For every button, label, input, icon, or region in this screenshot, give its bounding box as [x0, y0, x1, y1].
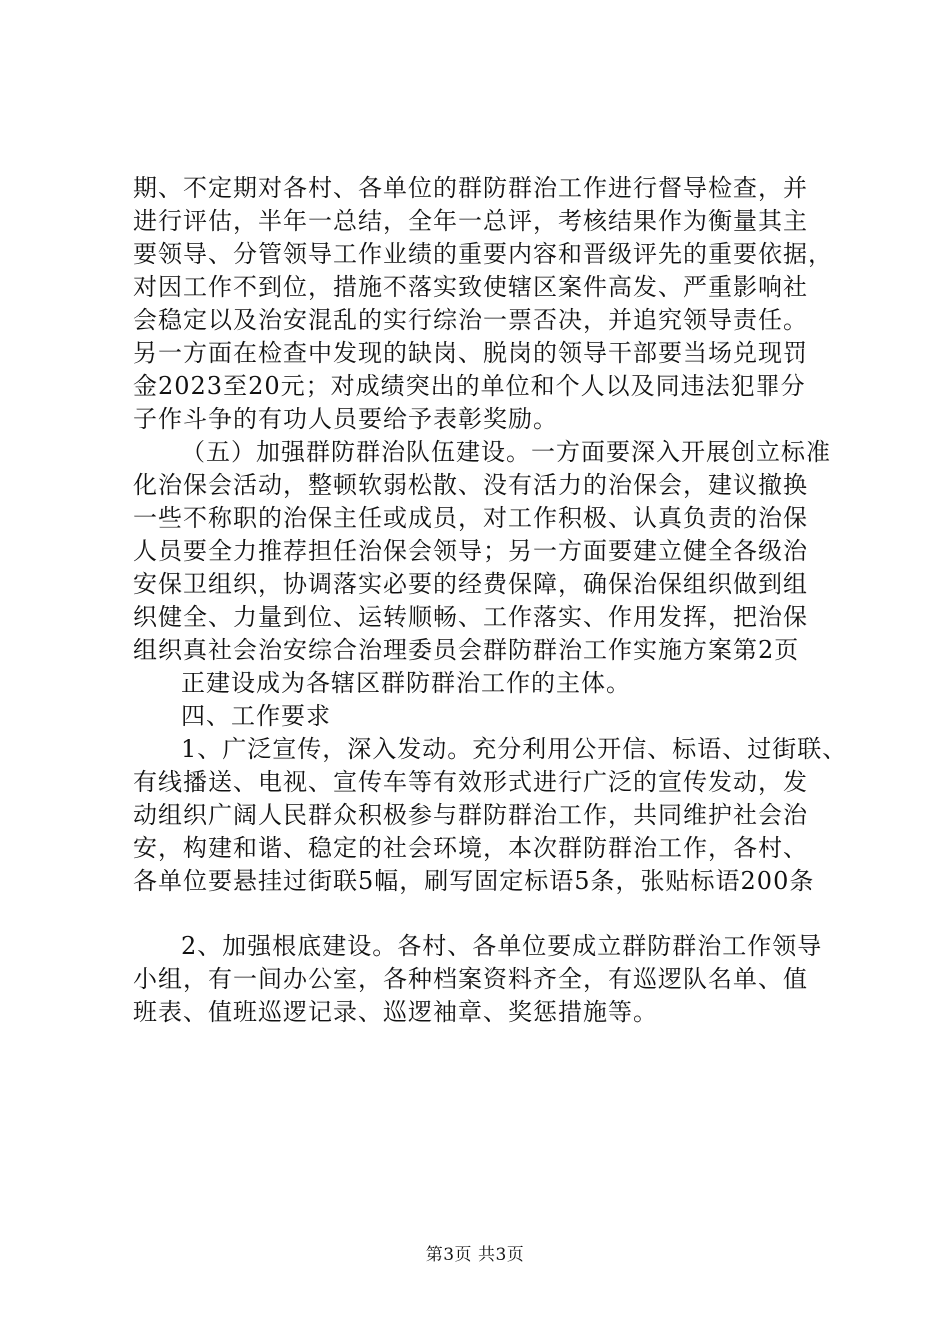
text-line: 有线播送、电视、宣传车等有效形式进行广泛的宣传发动，发: [133, 768, 808, 796]
text-line: 动组织广阔人民群众积极参与群防群治工作，共同维护社会治: [133, 801, 808, 829]
text-line: 金2023至20元；对成绩突出的单位和个人以及同违法犯罪分: [133, 372, 806, 400]
page-footer: 第3页 共3页: [425, 1245, 525, 1265]
text-line: 各单位要悬挂过街联5幅，刷写固定标语5条，张贴标语200条: [133, 867, 815, 895]
list-item-heading: 1、广泛宣传，深入发动。充分利用公开信、标语、过街联、: [181, 735, 848, 763]
text-line: 进行评估，半年一总结，全年一总评，考核结果作为衡量其主: [133, 207, 808, 235]
text-line: 班表、值班巡逻记录、巡逻袖章、奖惩措施等。: [133, 998, 658, 1026]
text-line: 子作斗争的有功人员要给予表彰奖励。: [133, 405, 558, 433]
text-line: 安，构建和谐、稳定的社会环境，本次群防群治工作，各村、: [133, 834, 808, 862]
list-item-heading: 2、加强根底建设。各村、各单位要成立群防群治工作领导: [181, 932, 823, 960]
text-line: 小组，有一间办公室，各种档案资料齐全，有巡逻队名单、值: [133, 965, 808, 993]
text-line: 正建设成为各辖区群防群治工作的主体。: [181, 669, 631, 697]
text-line: 一些不称职的治保主任或成员，对工作积极、认真负责的治保: [133, 504, 808, 532]
section-heading: 四、工作要求: [181, 702, 331, 730]
text-line: 组织真社会治安综合治理委员会群防群治工作实施方案第2页: [133, 636, 800, 664]
text-line: 织健全、力量到位、运转顺畅、工作落实、作用发挥，把治保: [133, 603, 808, 631]
text-line: 另一方面在检查中发现的缺岗、脱岗的领导干部要当场兑现罚: [133, 339, 808, 367]
section-heading-line: （五）加强群防群治队伍建设。一方面要深入开展创立标准: [181, 438, 831, 466]
text-line: 期、不定期对各村、各单位的群防群治工作进行督导检查，并: [133, 174, 808, 202]
text-line: 化治保会活动，整顿软弱松散、没有活力的治保会，建议撤换: [133, 471, 808, 499]
text-line: 会稳定以及治安混乱的实行综治一票否决，并追究领导责任。: [133, 306, 808, 334]
text-line: 安保卫组织，协调落实必要的经费保障，确保治保组织做到组: [133, 570, 808, 598]
text-line: 对因工作不到位，措施不落实致使辖区案件高发、严重影响社: [133, 273, 808, 301]
text-line: 人员要全力推荐担任治保会领导；另一方面要建立健全各级治: [133, 537, 808, 565]
text-line: 要领导、分管领导工作业绩的重要内容和晋级评先的重要依据，: [133, 240, 833, 268]
